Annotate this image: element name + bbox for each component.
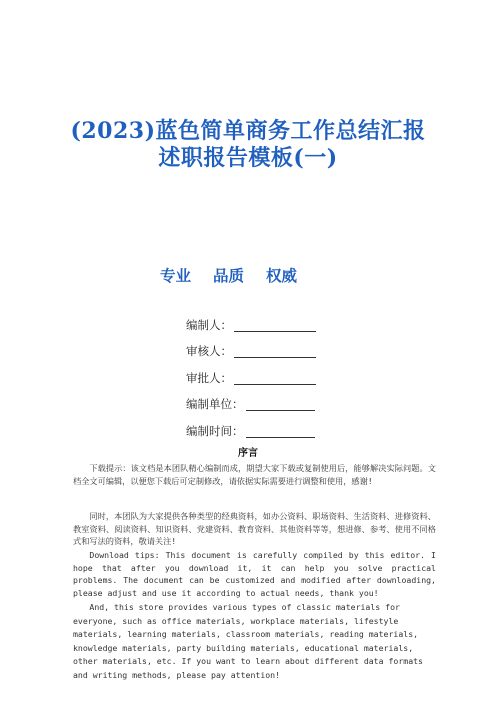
title-line-2: 述职报告模板(一) bbox=[158, 145, 338, 171]
field-label: 审核人： bbox=[186, 344, 232, 358]
document-title bbox=[0, 118, 496, 172]
field-blank-line bbox=[234, 319, 316, 332]
field-label: 编制时间： bbox=[186, 423, 244, 438]
slogan-item-authority: 权威 bbox=[266, 267, 298, 285]
slogan bbox=[160, 264, 297, 286]
paragraph-download-tip-cn: 下载提示：该文档是本团队精心编制而成，期望大家下载或复制使用后，能够解决实际问题。文档全文可编辑，以便您下载后可定制修改，请依据实际需要进行调整和使用，感谢! bbox=[73, 463, 436, 486]
field-label: 审批人： bbox=[186, 370, 232, 385]
field-approver bbox=[186, 358, 316, 385]
paragraph-materials-cn: 同时，本团队为大家提供各种类型的经典资料，如办公资料、职场资料、生活资料、进修资料、教室资料、阅读资料、知识资料、党建资料、教育资料、其他资料等等，想进修、参考、使用不同格式和写法的资料，敬请关注! bbox=[73, 511, 436, 546]
field-blank-line bbox=[246, 425, 315, 438]
signature-fields bbox=[186, 305, 316, 438]
field-blank-line bbox=[234, 345, 316, 358]
field-label: 编制单位： bbox=[186, 397, 244, 411]
title-line-1: (2023)蓝色简单商务工作总结汇报 bbox=[70, 118, 426, 144]
slogan-item-professional: 专业 bbox=[160, 267, 192, 285]
field-blank-line bbox=[234, 372, 316, 385]
field-compiler bbox=[186, 305, 316, 332]
field-reviewer bbox=[186, 332, 316, 359]
field-blank-line bbox=[246, 398, 315, 411]
paragraph-download-tip-en: Download tips: This document is carefully compiled by this editor. I hope that after you download it, it can help you solve practical problems. The document can be customized and modified after downloading, please adjust and use it according to actual needs, thank you! bbox=[73, 550, 436, 598]
slogan-item-quality: 品质 bbox=[213, 267, 245, 285]
field-date bbox=[186, 411, 316, 438]
field-label: 编制人： bbox=[186, 317, 232, 332]
preface-heading: 序言 bbox=[238, 448, 258, 459]
field-organization bbox=[186, 385, 316, 412]
paragraph-materials-en: And, this store provides various types of classic materials for everyone, such as office materials, workplace materials, lifestyle materials, learning materials, classroom materials, reading materials, knowledge materials, party building materials, educational materials, other materials, etc. If you want to learn about different data formats and writing methods, please pay attention! bbox=[73, 602, 423, 680]
